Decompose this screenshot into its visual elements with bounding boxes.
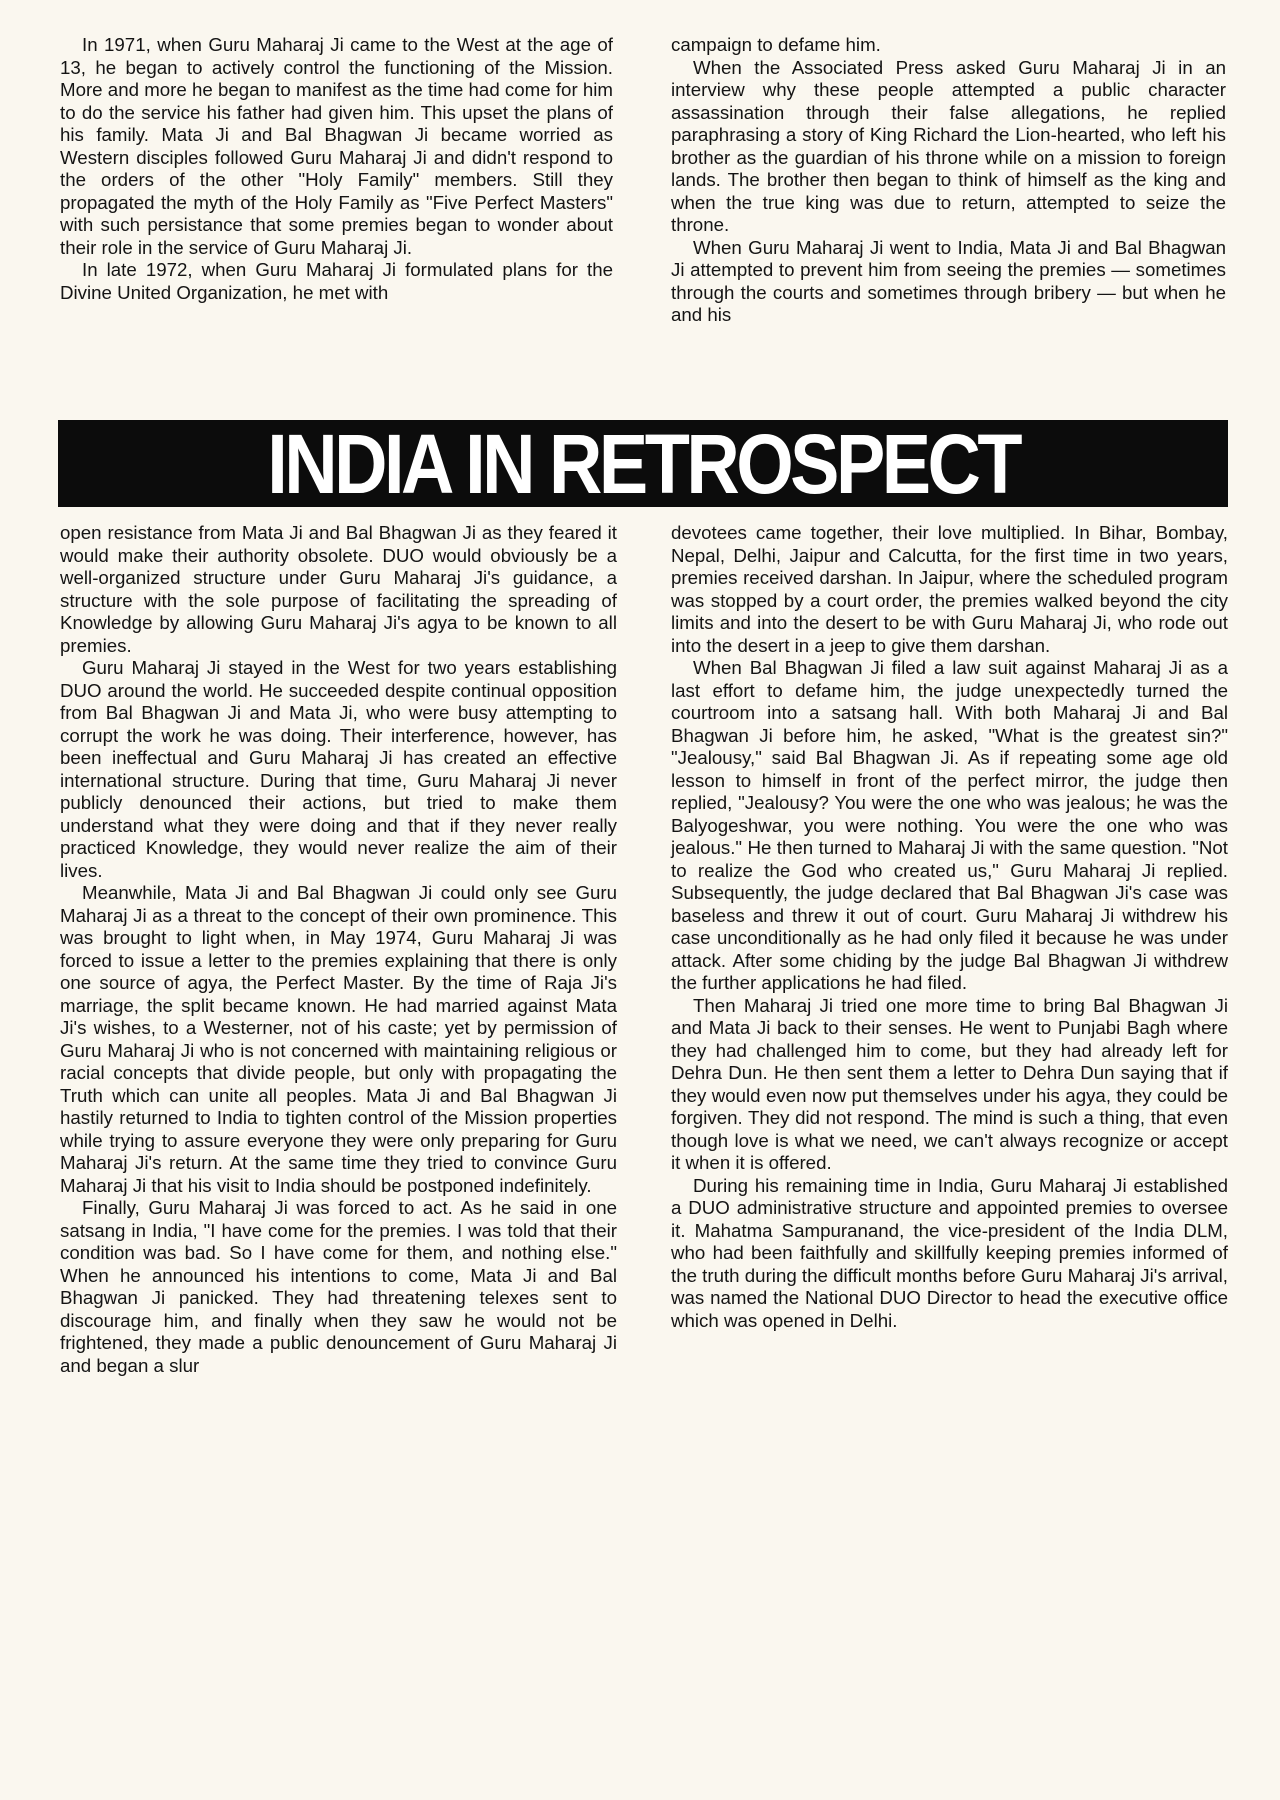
column-top-left (60, 34, 613, 304)
headline-banner (58, 416, 1228, 511)
paragraph: Guru Maharaj Ji stayed in the West for two years establishing DUO around the world. He succeeded despite continual opposition from Bal Bhagwan Ji and Mata Ji, who were busy attempting to corrupt the work he was doing. Their interference, however, has been ineffectual and Guru Maharaj Ji has created an effective international structure. During that time, Guru Maharaj Ji never publicly denounced their actions, but tried to make them understand what they were doing and that if they never really practiced Knowledge, they would never realize the aim of their lives. (60, 657, 617, 881)
column-bottom-right (671, 522, 1228, 1332)
paragraph: Finally, Guru Maharaj Ji was forced to act. As he said in one satsang in India, "I have come for the premies. I was told that their condition was bad. So I have come for them, and nothing else." When he announced his intentions to come, Mata Ji and Bal Bhagwan Ji panicked. They had threatening telexes sent to discourage him, and finally when they saw he would not be frightened, they made a public denouncement of Guru Maharaj Ji and began a slur (60, 1197, 617, 1376)
paragraph: Then Maharaj Ji tried one more time to bring Bal Bhagwan Ji and Mata Ji back to their senses. He went to Punjabi Bagh where they had challenged him to come, but they had already left for Dehra Dun. He then sent them a letter to Dehra Dun saying that if they would even now put themselves under his agya, they could be forgiven. They did not respond. The mind is such a thing, that even though love is what we need, we can't always recognize or accept it when it is offered. (671, 994, 1228, 1173)
paragraph: open resistance from Mata Ji and Bal Bhagwan Ji as they feared it would make their authority obsolete. DUO would obviously be a well-organized structure under Guru Maharaj Ji's guidance, a structure with the sole purpose of facilitating the spreading of Knowledge by allowing Guru Maharaj Ji's agya to be known to all premies. (60, 522, 617, 656)
paragraph: When the Associated Press asked Guru Maharaj Ji in an interview why these people attempted a public character assassination through their false allegations, he replied paraphrasing a story of King Richard the Lion-hearted, who left his brother as the guardian of his throne while on a mission to foreign lands. The brother then began to think of himself as the king and when the true king was due to return, attempted to seize the throne. (671, 56, 1226, 235)
paragraph: When Guru Maharaj Ji went to India, Mata Ji and Bal Bhagwan Ji attempted to prevent him from seeing the premies — sometimes through the courts and sometimes through bribery — but when he and his (671, 236, 1226, 325)
paragraph: Meanwhile, Mata Ji and Bal Bhagwan Ji could only see Guru Maharaj Ji as a threat to the concept of their own prominence. This was brought to light when, in May 1974, Guru Maharaj Ji was forced to issue a letter to the premies explaining that there is only one source of agya, the Perfect Master. By the time of Raja Ji's marriage, the split became known. He had married against Mata Ji's wishes, to a Westerner, not of his caste; yet by permission of Guru Maharaj Ji who is not concerned with maintaining religious or racial concepts that divide people, but only with propagating the Truth which can unite all peoples. Mata Ji and Bal Bhagwan Ji hastily returned to India to tighten control of the Mission properties while trying to assure everyone they were only preparing for Guru Maharaj Ji's return. At the same time they tried to convince Guru Maharaj Ji that his visit to India should be postponed indefinitely. (60, 882, 617, 1196)
column-bottom-left (60, 522, 617, 1377)
paragraph: In late 1972, when Guru Maharaj Ji formulated plans for the Divine United Organization, he met with (60, 259, 613, 303)
paragraph: When Bal Bhagwan Ji filed a law suit against Maharaj Ji as a last effort to defame him, the judge unexpectedly turned the courtroom into a satsang hall. With both Maharaj Ji and Bal Bhagwan Ji before him, he asked, "What is the greatest sin?" "Jealousy," said Bal Bhagwan Ji. As if repeating some age old lesson to himself in front of the perfect mirror, the judge then replied, "Jealousy? You were the one who was jealous; he was the Balyogeshwar, you were nothing. You were the one who was jealous." He then turned to Maharaj Ji with the same question. "Not to realize the God who created us," Guru Maharaj Ji replied. Subsequently, the judge declared that Bal Bhagwan Ji's case was baseless and threw it out of court. Guru Maharaj Ji withdrew his case unconditionally as he had only filed it because he was under attack. After some chiding by the judge Bal Bhagwan Ji withdrew the further applications he had filed. (671, 657, 1228, 993)
column-top-right (671, 34, 1226, 327)
paragraph: devotees came together, their love multiplied. In Bihar, Bombay, Nepal, Delhi, Jaipur and Calcutta, for the first time in two years, premies received darshan. In Jaipur, where the scheduled program was stopped by a court order, the premies walked beyond the city limits and into the desert to be with Guru Maharaj Ji, who rode out into the desert in a jeep to give them darshan. (671, 522, 1228, 656)
paragraph: campaign to defame him. (671, 34, 881, 55)
paragraph: During his remaining time in India, Guru Maharaj Ji established a DUO administrative structure and appointed premies to oversee it. Mahatma Sampuranand, the vice-president of the India DLM, who had been faithfully and skillfully keeping premies informed of the truth during the difficult months before Guru Maharaj Ji's arrival, was named the National DUO Director to head the executive office which was opened in Delhi. (671, 1174, 1228, 1331)
article-title: INDIA IN RETROSPECT (267, 416, 1019, 511)
paragraph: In 1971, when Guru Maharaj Ji came to the West at the age of 13, he began to actively control the functioning of the Mission. More and more he began to manifest as the time had come for him to do the service his father had given him. This upset the plans of his family. Mata Ji and Bal Bhagwan Ji became worried as Western disciples followed Guru Maharaj Ji and didn't respond to the orders of the other "Holy Family" members. Still they propagated the myth of the Holy Family as "Five Perfect Masters" with such persistance that some premies began to wonder about their role in the service of Guru Maharaj Ji. (60, 34, 613, 258)
